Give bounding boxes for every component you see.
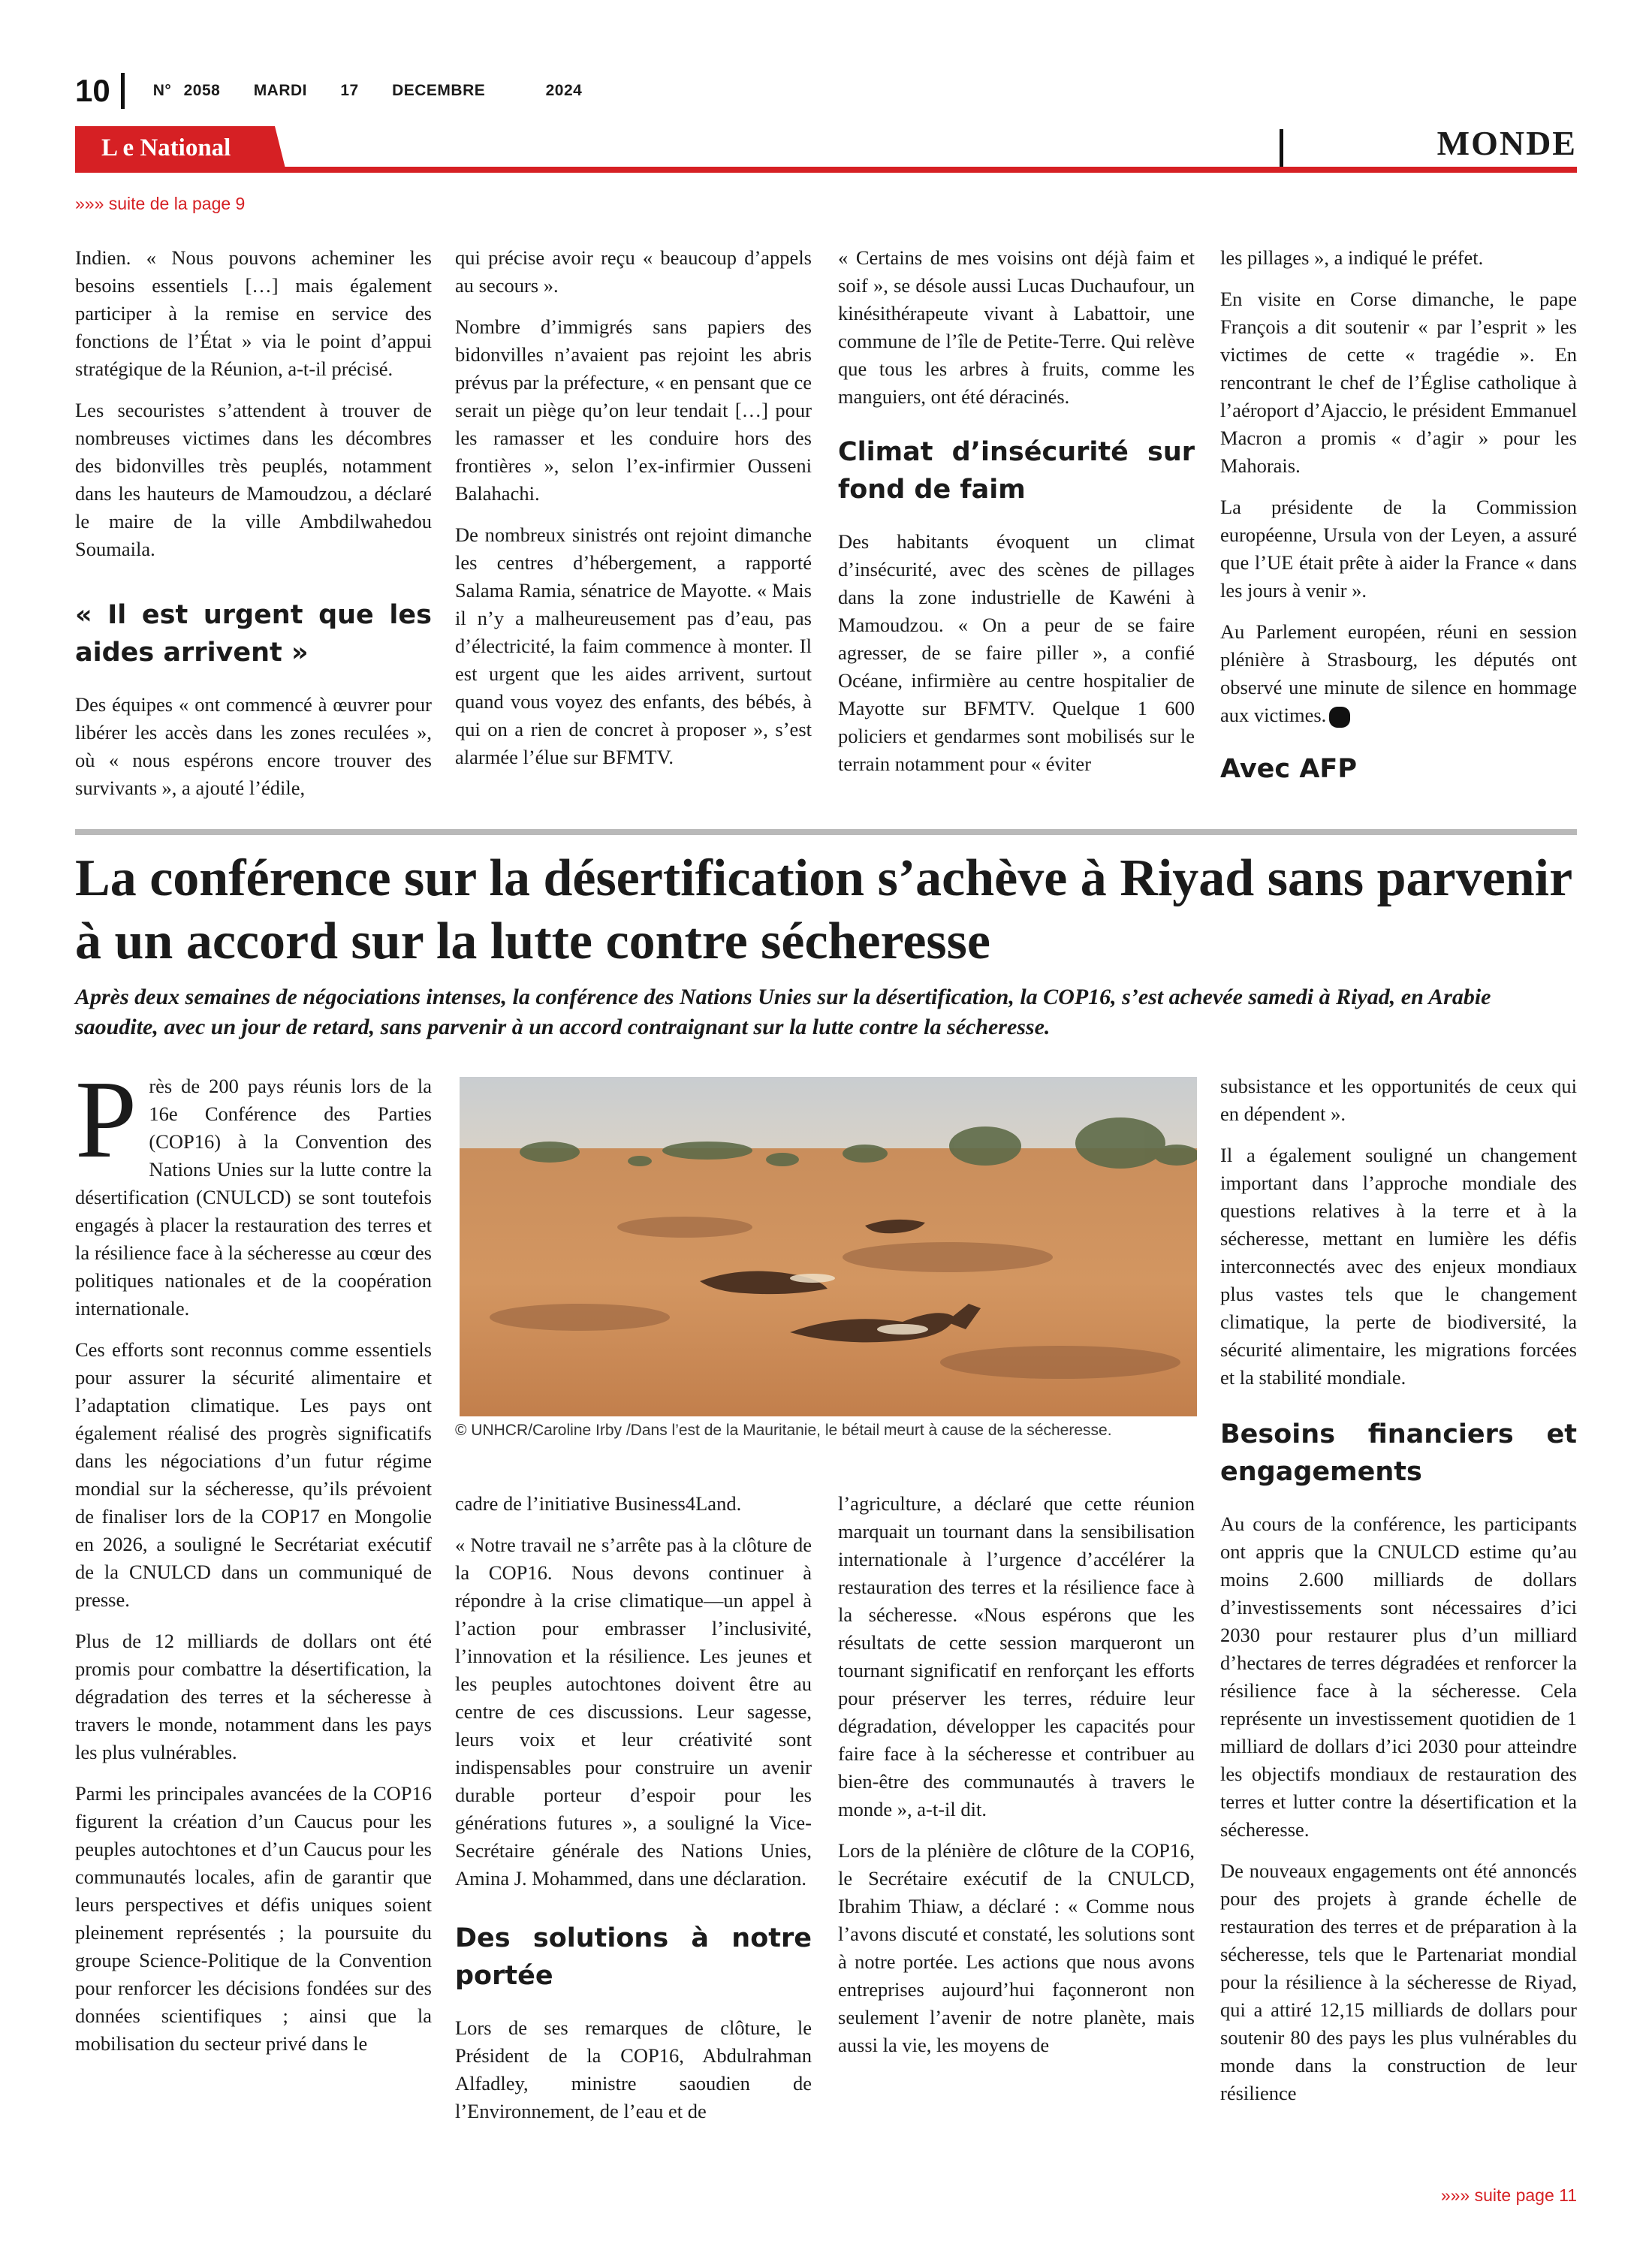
main-article-column-2 (455, 1490, 812, 2139)
paragraph: l’agriculture, a déclaré que cette réunion marquait un tournant dans la sensibilisation internationale à l’urgence d’accélérer la restauration des terres et la résilience face à la sécheresse. «Nous espérons que les résultats de cette session marqueront un tournant significatif en renforçant les efforts pour préserver les terres, réduire leur dégradation, développer les capacités pour faire face à la sécheresse et contribuer au bien-être des communautés à travers le monde », a-t-il dit. (838, 1492, 1195, 1820)
paragraph: cadre de l’initiative Business4Land. (455, 1492, 742, 1515)
paragraph: « Notre travail ne s’arrête pas à la clôture de la COP16. Nous devons continuer à répondre à la crise climatique—un appel à l’action pour embrasser l’inclusivité, l’innovation et la résilience. Les jeunes et les peuples autochtones doivent être au centre de ces discussions. Leur sagesse, leurs voix et leur créativité sont indispensables pour construire un avenir durable porteur d’espoir pour les générations futures », a souligné la Vice-Secrétaire générale des Nations Unies, Amina J. Mohammed, dans une déclaration. (455, 1534, 812, 1890)
issue-day: 17 (340, 82, 359, 99)
main-headline: La conférence sur la désertification s’achève à Riyad sans parvenir à un accord sur la lutte contre sécheresse (75, 849, 1572, 970)
paragraph-last (1220, 618, 1577, 729)
top-article-column-4 (1220, 244, 1577, 807)
paragraph: Des habitants évoquent un climat d’insécurité, avec des scènes de pillages dans la zone industrielle de Kawéni à Mamoudzou. « On a peur de se faire agresser, de se faire piller », a confié Océane, infirmière au centre hospitalier de Mayotte sur BFMTV. Quelque 1 600 policiers et gendarmes sont mobilisés sur le terrain notamment pour « éviter (838, 530, 1195, 775)
paragraph-text: Au Parlement européen, réuni en session plénière à Strasbourg, les députés ont observé une minute de silence en hommage aux victimes. (1220, 620, 1577, 726)
article-signature: Avec AFP (1220, 754, 1357, 784)
subheading: Besoins financiers et engagements (1220, 1419, 1577, 1487)
paragraph: subsistance et les opportunités de ceux qui en dépendent ». (1220, 1075, 1577, 1125)
end-of-article-icon (1329, 707, 1350, 728)
section-title: MONDE (1436, 124, 1577, 162)
paragraph: Indien. « Nous pouvons acheminer les besoins essentiels […] mais également participer à la remise en service des fonctions de l’État » via le point d’appui stratégique de la Réunion, a-t-il précisé. (75, 246, 432, 380)
paragraph: De nouveaux engagements ont été annoncés pour des projets à grande échelle de restauration des terres et de préparation à la sécheresse, tels que le Partenariat mondial pour la résilience à la sécheresse de Riyad, qui a attiré 12,15 milliards de dollars pour soutenir 80 des pays les plus vulnérables du monde dans la construction de leur résilience (1220, 1859, 1577, 2104)
paragraph: De nombreux sinistrés ont rejoint dimanche les centres d’hébergement, a rapporté Salama Ramia, sénatrice de Mayotte. « Mais il n’y a malheureusement pas d’eau, pas d’électricité, la faim commence à monter. Il est urgent que les aides arrivent, surtout quand vous voyez des enfants, des bébés, à qui on a rien de concret à proposer », s’est alarmée l’élue sur BFMTV. (455, 523, 812, 768)
issue-weekday: MARDI (253, 82, 308, 99)
drop-cap: P (75, 1058, 137, 1181)
continued-from: »»» suite de la page 9 (75, 194, 246, 213)
paragraph: Ces efforts sont reconnus comme essentiels pour assurer la sécurité alimentaire et l’adaptation climatique. Les pays ont également réalisé des progrès significatifs dans les négociations d’un futur régime mondial sur la sécheresse, qu’ils prévoient de finaliser lors de la COP17 en Mongolie en 2026, a souligné le Secrétariat exécutif de la CNULCD dans un communiqué de presse. (75, 1338, 432, 1611)
section-divider (1280, 129, 1283, 168)
paragraph: « Certains de mes voisins ont déjà faim et soif », se désole aussi Lucas Duchaufour, un kinésithérapeute vivant à Labattoir, une commune de l’île de Petite-Terre. Qui relève que tous les arbres à fruits, comme les manguiers, ont été déracinés. (838, 246, 1195, 408)
main-article-column-4 (1220, 1072, 1577, 2121)
paragraph: Plus de 12 milliards de dollars ont été promis pour combattre la désertification, la dégradation des terres et la sécheresse à travers le monde, notamment dans les pays les plus vulnérables. (75, 1630, 432, 1763)
page-number: 10 (75, 73, 110, 108)
article-photo (460, 1077, 1197, 1416)
issue-month: DECEMBRE (392, 82, 486, 99)
issue-number: N° 2058 (152, 82, 221, 99)
paragraph: La présidente de la Commission européenne, Ursula von der Leyen, a assuré que l’UE était prête à aider la France « dans les jours à venir ». (1220, 496, 1577, 602)
header-divider (121, 73, 125, 109)
header-rule (75, 167, 1577, 173)
subheading: « Il est urgent que les aides arrivent » (75, 600, 432, 668)
paragraph: Au cours de la conférence, les participants ont appris que la CNULCD estime qu’au moins 2.600 milliards de dollars d’investissements sont nécessaires d’ici 2030 pour restaurer plus d’un milliard d’hectares de terres dégradées et renforcer la résilience face à la sécheresse. Cela représente un investissement quotidien de 1 milliard de dollars d’ici 2030 pour atteindre les objectifs mondiaux de restauration des terres et lutter contre la désertification et la sécheresse. (1220, 1513, 1577, 1841)
paragraph: Des équipes « ont commencé à œuvrer pour libérer les accès dans les zones reculées », où « nous espérons encore trouver des survivants », a ajouté l’édile, (75, 693, 432, 799)
paragraph: Lors de la plénière de clôture de la COP16, le Secrétaire exécutif de la CNULCD, Ibrahim Thiaw, a déclaré : « Comme nous l’avons discuté et constaté, les solutions sont à notre portée. Les actions que nous avons entreprises aujourd’hui façonneront non seulement l’avenir de notre planète, mais aussi la vie, les moyens de (838, 1839, 1195, 2056)
photo-caption: © UNHCR/Caroline Irby /Dans l’est de la Mauritanie, le bétail meurt à cause de la sécheresse. (455, 1422, 1112, 1439)
paragraph-text: rès de 200 pays réunis lors de la 16e Conférence des Parties (COP16) à la Convention des Nations Unies sur la lutte contre la désertification (CNULCD) se sont toutefois engagés à placer la restauration des terres et la résilience face à la sécheresse au cœur des politiques nationales et de la coopération internationale. (75, 1075, 432, 1320)
top-article-column-3 (838, 244, 1195, 792)
lead-paragraph (75, 1058, 432, 1323)
paragraph: Lors de ses remarques de clôture, le Président de la COP16, Abdulrahman Alfadley, ministre saoudien de l’Environnement, de l’eau et de (455, 2016, 812, 2122)
top-article-column-1 (75, 244, 432, 816)
paragraph: les pillages », a indiqué le préfet. (1220, 246, 1484, 269)
continued-to: »»» suite page 11 (1440, 2185, 1577, 2205)
paragraph: En visite en Corse dimanche, le pape François a dit soutenir « par l’esprit » les victimes de cette « tragédie ». En rencontrant le chef de l’Église catholique à l’aéroport d’Ajaccio, le président Emmanuel Macron a promis « d’agir » pour les Mahorais. (1220, 288, 1577, 477)
subheading: Des solutions à notre portée (455, 1923, 812, 1991)
desert-livestock-photo (460, 1077, 1197, 1416)
paragraph: Parmi les principales avancées de la COP16 figurent la création d’un Caucus pour les peuples autochtones et d’un Caucus pour les communautés locales, afin de garantir que leurs perspectives et défis uniques soient pleinement représentés ; la poursuite du groupe Science-Politique de la Convention pour renforcer les décisions fondées sur des données scientifiques ; ainsi que la mobilisation du secteur privé dans le (75, 1782, 432, 2055)
page-header (75, 68, 603, 114)
main-article-column-3 (838, 1490, 1195, 2073)
paragraph: Les secouristes s’attendent à trouver de nombreuses victimes dans les décombres des bidonvilles très peuplés, notamment dans les hauteurs de Mamoudzou, a déclaré le maire de la ville Ambdilwahedou Soumaila. (75, 399, 432, 560)
main-article-column-1 (75, 1058, 432, 2071)
paragraph: Nombre d’immigrés sans papiers des bidonvilles n’avaient pas rejoint les abris prévus par la préfecture, « en pensant que ce serait un piège qu’on leur tendait […] pour les ramasser et les conduire hors des frontières », selon l’ex-infirmier Ousseni Balahachi. (455, 315, 812, 505)
brand-name: L e National (101, 134, 231, 161)
issue-info (153, 82, 604, 100)
article-separator (75, 829, 1577, 835)
subheading: Climat d’insécurité sur fond de faim (838, 437, 1195, 505)
top-article-column-2 (455, 244, 812, 785)
paragraph: qui précise avoir reçu « beaucoup d’appels au secours ». (455, 246, 812, 297)
issue-year: 2024 (545, 82, 583, 99)
standfirst: Après deux semaines de négociations intenses, la conférence des Nations Unies sur la désertification, la COP16, s’est achevée samedi à Riyad, en Arabie saoudite, avec un jour de retard, sans parvenir à un accord contraignant sur la lutte contre la sécheresse. (75, 985, 1491, 1039)
paragraph: Il a également souligné un changement important dans l’approche mondiale des questions relatives à la terre et à la sécheresse, mettant en lumière les défis interconnectés avec des enjeux mondiaux plus vastes tels que le changement climatique, la perte de biodiversité, la sécurité alimentaire, les migrations forcées et la stabilité mondiale. (1220, 1144, 1577, 1389)
